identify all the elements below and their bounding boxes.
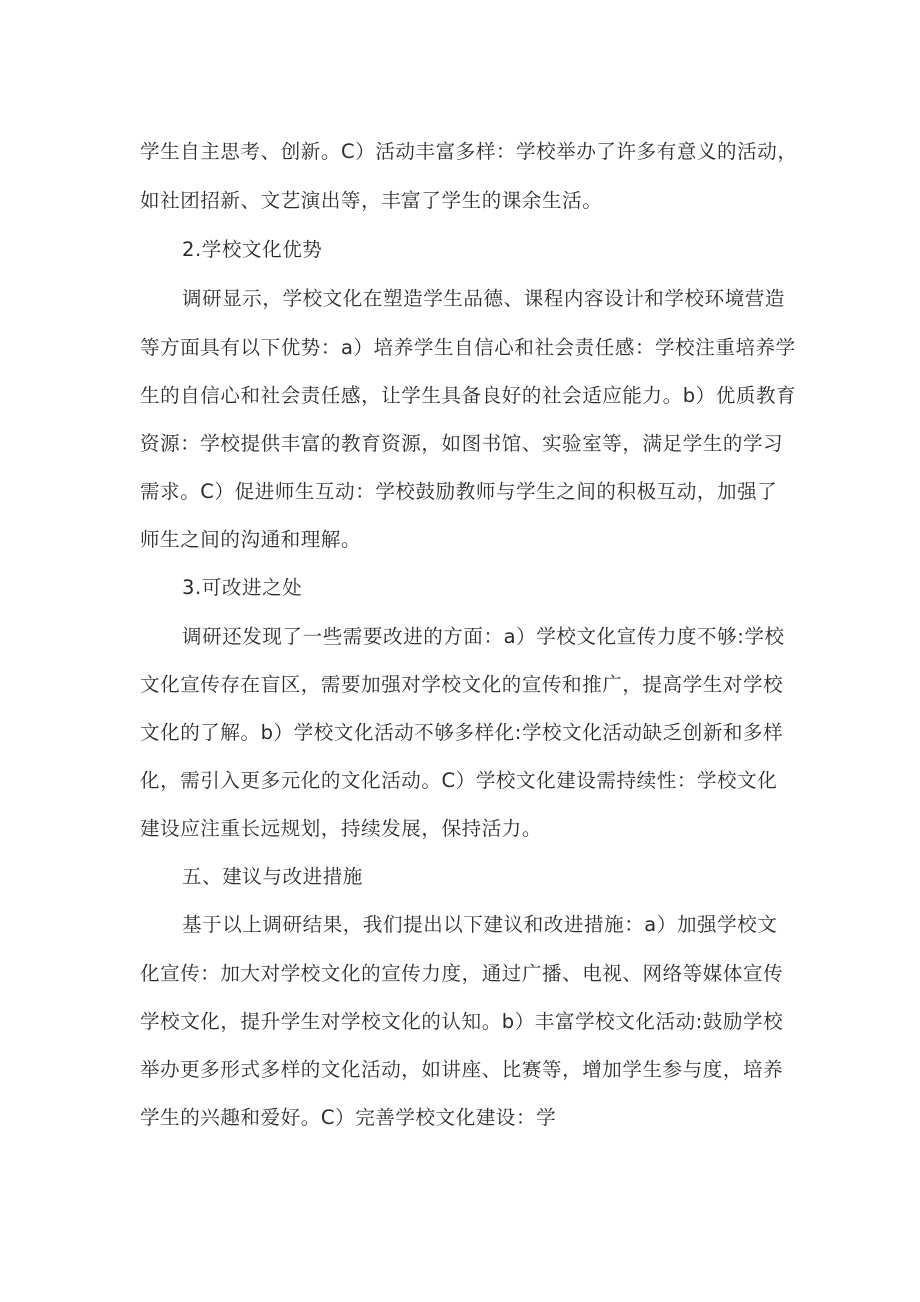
text-line: 生的自信心和社会责任感，让学生具备良好的社会适应能力。b）优质教育 — [140, 384, 797, 407]
text-line: 建设应注重长远规划，持续发展，保持活力。 — [140, 817, 543, 840]
text-line: 基于以上调研结果，我们提出以下建议和改进措施：a）加强学校文 — [182, 913, 778, 936]
section-heading: 3.可改进之处 — [182, 576, 303, 599]
text-line: 学校文化，提升学生对学校文化的认知。b）丰富学校文化活动:鼓励学校 — [140, 1010, 784, 1033]
text-line: 文化宣传存在盲区，需要加强对学校文化的宣传和推广，提高学生对学校 — [140, 673, 784, 696]
text-line: 学生自主思考、创新。C）活动丰富多样：学校举办了许多有意义的活动， — [140, 140, 798, 163]
text-line: 调研还发现了一些需要改进的方面：a）学校文化宣传力度不够:学校 — [182, 625, 785, 648]
section-heading: 2.学校文化优势 — [182, 238, 323, 261]
text-line: 化宣传：加大对学校文化的宣传力度，通过广播、电视、网络等媒体宣传 — [140, 962, 784, 985]
text-line: 师生之间的沟通和理解。 — [140, 528, 362, 551]
text-line: 需求。C）促进师生互动：学校鼓励教师与学生之间的积极互动，加强了 — [140, 480, 778, 503]
text-line: 如社团招新、文艺演出等，丰富了学生的课余生活。 — [140, 189, 603, 212]
text-line: 化，需引入更多元化的文化活动。C）学校文化建设需持续性：学校文化 — [140, 769, 778, 792]
text-line: 等方面具有以下优势：a）培养学生自信心和社会责任感：学校注重培养学 — [140, 336, 796, 359]
text-line: 文化的了解。b）学校文化活动不够多样化:学校文化活动缺乏创新和多样 — [140, 721, 784, 744]
text-line: 学生的兴趣和爱好。C）完善学校文化建设：学 — [140, 1106, 557, 1129]
text-line: 资源：学校提供丰富的教育资源，如图书馆、实验室等，满足学生的学习 — [140, 432, 784, 455]
text-line: 调研显示，学校文化在塑造学生品德、课程内容设计和学校环境营造 — [182, 287, 786, 310]
text-line: 举办更多形式多样的文化活动，如讲座、比赛等，增加学生参与度，培养 — [140, 1058, 784, 1081]
section-heading: 五、建议与改进措施 — [182, 865, 363, 888]
